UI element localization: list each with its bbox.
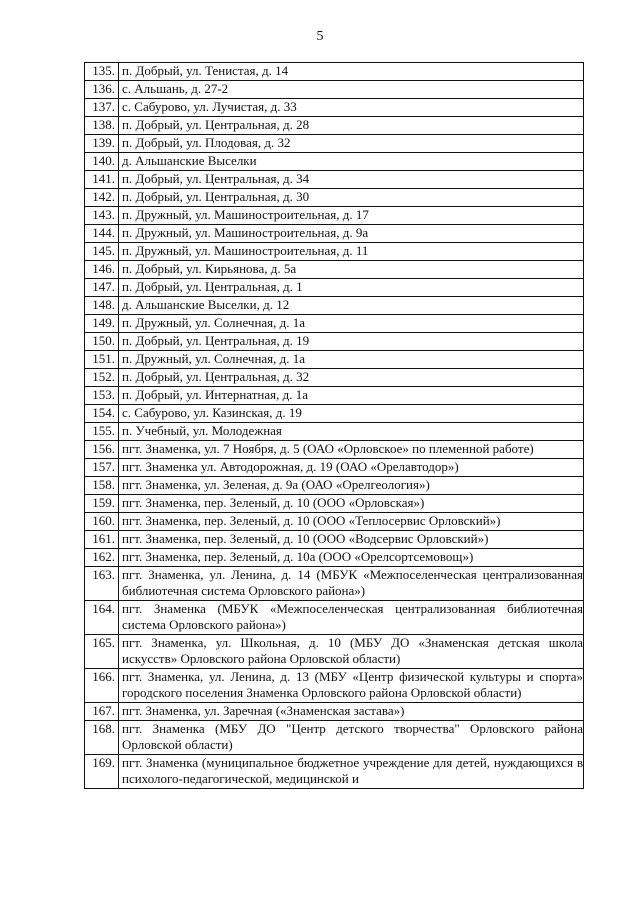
row-number: 152.: [85, 369, 119, 387]
table-row: [85, 333, 584, 351]
table-row: [85, 117, 584, 135]
address-cell: пгт. Знаменка, ул. 7 Ноября, д. 5 (ОАО «Орловское» по племенной работе): [119, 441, 584, 459]
address-cell: д. Альшанские Выселки: [119, 153, 584, 171]
row-number: 153.: [85, 387, 119, 405]
address-cell: п. Дружный, ул. Машиностроительная, д. 9а: [119, 225, 584, 243]
table-row: [85, 81, 584, 99]
address-cell: п. Добрый, ул. Центральная, д. 32: [119, 369, 584, 387]
row-number: 156.: [85, 441, 119, 459]
address-cell: с. Сабурово, ул. Казинская, д. 19: [119, 405, 584, 423]
address-cell: пгт. Знаменка, ул. Заречная («Знаменская застава»): [119, 703, 584, 721]
row-number: 154.: [85, 405, 119, 423]
table-row: [85, 495, 584, 513]
address-cell: пгт. Знаменка, пер. Зеленый, д. 10 (ООО «Водсервис Орловский»): [119, 531, 584, 549]
row-number: 159.: [85, 495, 119, 513]
table-row: [85, 153, 584, 171]
address-cell: п. Добрый, ул. Кирьянова, д. 5а: [119, 261, 584, 279]
row-number: 157.: [85, 459, 119, 477]
address-cell: п. Добрый, ул. Центральная, д. 19: [119, 333, 584, 351]
table-row: [85, 297, 584, 315]
table-row: [85, 513, 584, 531]
row-number: 149.: [85, 315, 119, 333]
row-number: 139.: [85, 135, 119, 153]
table-row: [85, 531, 584, 549]
row-number: 150.: [85, 333, 119, 351]
row-number: 145.: [85, 243, 119, 261]
row-number: 151.: [85, 351, 119, 369]
table-row: [85, 207, 584, 225]
table-row: [85, 99, 584, 117]
row-number: 160.: [85, 513, 119, 531]
row-number: 165.: [85, 635, 119, 669]
address-cell: пгт. Знаменка, ул. Школьная, д. 10 (МБУ ДО «Знаменская детская школа искусств» Орловского района Орловской области): [119, 635, 584, 669]
address-cell: пгт. Знаменка, пер. Зеленый, д. 10 (ООО «Теплосервис Орловский»): [119, 513, 584, 531]
row-number: 169.: [85, 755, 119, 789]
row-number: 162.: [85, 549, 119, 567]
address-cell: п. Дружный, ул. Солнечная, д. 1а: [119, 351, 584, 369]
row-number: 148.: [85, 297, 119, 315]
row-number: 138.: [85, 117, 119, 135]
row-number: 144.: [85, 225, 119, 243]
address-cell: пгт. Знаменка (МБУ ДО "Центр детского творчества" Орловского района Орловской области): [119, 721, 584, 755]
row-number: 143.: [85, 207, 119, 225]
table-row: [85, 721, 584, 755]
address-cell: п. Добрый, ул. Центральная, д. 1: [119, 279, 584, 297]
address-cell: с. Сабурово, ул. Лучистая, д. 33: [119, 99, 584, 117]
address-cell: п. Добрый, ул. Центральная, д. 28: [119, 117, 584, 135]
table-row: [85, 63, 584, 81]
row-number: 161.: [85, 531, 119, 549]
address-cell: п. Дружный, ул. Машиностроительная, д. 17: [119, 207, 584, 225]
row-number: 147.: [85, 279, 119, 297]
address-cell: пгт. Знаменка, ул. Ленина, д. 13 (МБУ «Центр физической культуры и спорта» городского поселения Знаменка Орловского района Орловской области): [119, 669, 584, 703]
address-cell: п. Добрый, ул. Плодовая, д. 32: [119, 135, 584, 153]
table-row: [85, 369, 584, 387]
table-row: [85, 423, 584, 441]
table-row: [85, 441, 584, 459]
address-cell: пгт. Знаменка (муниципальное бюджетное учреждение для детей, нуждающихся в психолого-педагогической, медицинской и: [119, 755, 584, 789]
table-row: [85, 387, 584, 405]
table-row: [85, 189, 584, 207]
address-table-body: [85, 63, 584, 789]
address-cell: п. Дружный, ул. Солнечная, д. 1а: [119, 315, 584, 333]
row-number: 135.: [85, 63, 119, 81]
table-row: [85, 135, 584, 153]
row-number: 136.: [85, 81, 119, 99]
table-row: [85, 635, 584, 669]
row-number: 146.: [85, 261, 119, 279]
address-cell: п. Добрый, ул. Интернатная, д. 1а: [119, 387, 584, 405]
address-cell: пгт. Знаменка, пер. Зеленый, д. 10а (ООО «Орелсортсемовощ»): [119, 549, 584, 567]
address-cell: п. Дружный, ул. Машиностроительная, д. 11: [119, 243, 584, 261]
address-cell: п. Добрый, ул. Тенистая, д. 14: [119, 63, 584, 81]
address-table: [84, 62, 584, 789]
table-row: [85, 567, 584, 601]
row-number: 141.: [85, 171, 119, 189]
table-row: [85, 477, 584, 495]
row-number: 164.: [85, 601, 119, 635]
table-row: [85, 669, 584, 703]
table-row: [85, 243, 584, 261]
address-cell: пгт. Знаменка ул. Автодорожная, д. 19 (ОАО «Орелавтодор»): [119, 459, 584, 477]
page-number: 5: [316, 29, 324, 44]
address-cell: пгт. Знаменка (МБУК «Межпоселенческая централизованная библиотечная система Орловского района»): [119, 601, 584, 635]
table-row: [85, 601, 584, 635]
address-cell: с. Альшань, д. 27-2: [119, 81, 584, 99]
row-number: 142.: [85, 189, 119, 207]
table-row: [85, 351, 584, 369]
row-number: 167.: [85, 703, 119, 721]
row-number: 166.: [85, 669, 119, 703]
address-cell: п. Добрый, ул. Центральная, д. 34: [119, 171, 584, 189]
row-number: 155.: [85, 423, 119, 441]
table-row: [85, 755, 584, 789]
address-cell: пгт. Знаменка, пер. Зеленый, д. 10 (ООО «Орловская»): [119, 495, 584, 513]
table-row: [85, 315, 584, 333]
table-row: [85, 549, 584, 567]
table-row: [85, 459, 584, 477]
address-cell: д. Альшанские Выселки, д. 12: [119, 297, 584, 315]
row-number: 163.: [85, 567, 119, 601]
table-row: [85, 261, 584, 279]
table-row: [85, 225, 584, 243]
row-number: 168.: [85, 721, 119, 755]
table-row: [85, 405, 584, 423]
address-cell: пгт. Знаменка, ул. Зеленая, д. 9а (ОАО «Орелгеология»): [119, 477, 584, 495]
row-number: 140.: [85, 153, 119, 171]
table-row: [85, 703, 584, 721]
table-row: [85, 171, 584, 189]
row-number: 137.: [85, 99, 119, 117]
address-cell: п. Добрый, ул. Центральная, д. 30: [119, 189, 584, 207]
row-number: 158.: [85, 477, 119, 495]
address-cell: п. Учебный, ул. Молодежная: [119, 423, 584, 441]
table-row: [85, 279, 584, 297]
address-cell: пгт. Знаменка, ул. Ленина, д. 14 (МБУК «Межпоселенческая централизованная библиотечная система Орловского района»): [119, 567, 584, 601]
